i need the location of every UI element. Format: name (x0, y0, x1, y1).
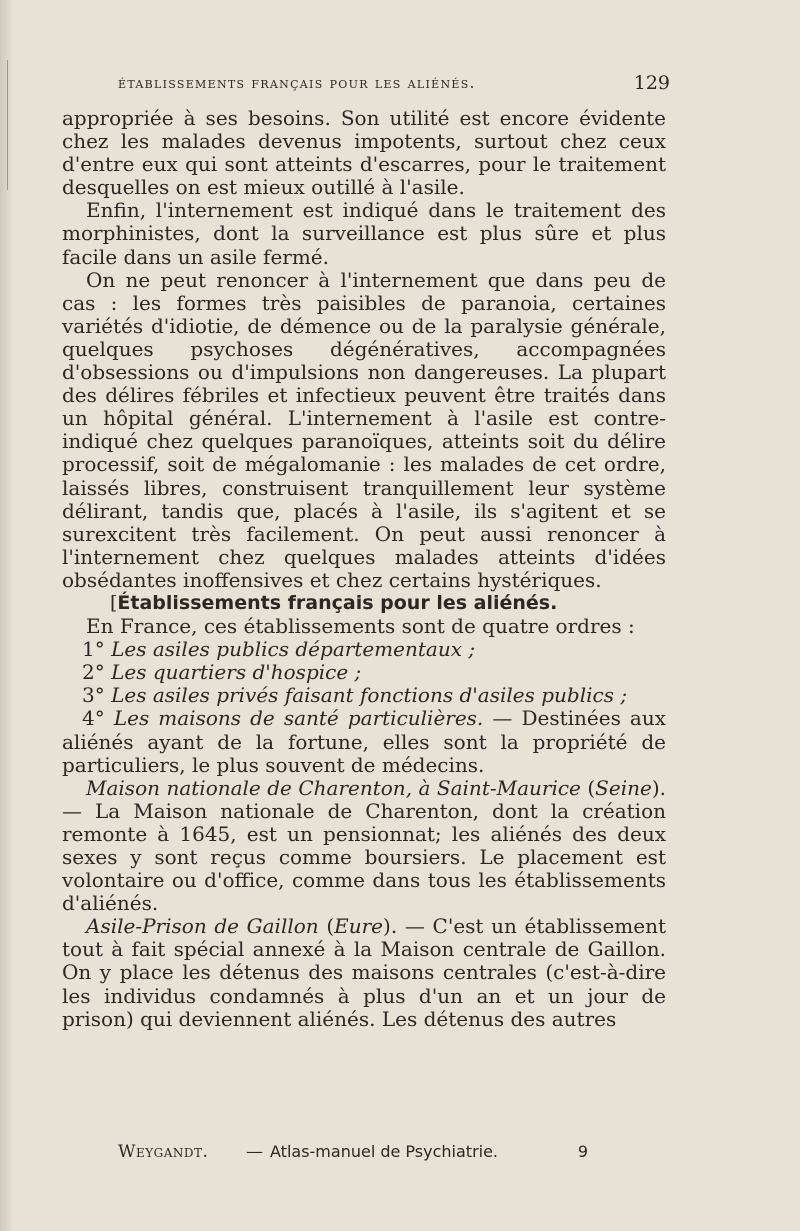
paragraph-charenton: Maison nationale de Charenton, à Saint-Maurice (Seine). — La Maison nationale de Charenton, dont la création remonte à 1645, est un pensionnat; les aliénés des deux sexes y sont reçus comme boursiers. Le placement est volontaire ou d'office, comme dans tous les établissements d'aliénés. (62, 775, 666, 916)
gaillon-text: — C'est un établissement tout à fait spécial annexé à la Maison centrale de Gaillon. On y place les détenus des maisons centrales (c'est-à-dire les individus condamnés à plus d'un an et un jour de prison) qui deviennent aliénés. Les détenus des autres (62, 914, 667, 1031)
charenton-text: — La Maison nationale de Charenton, dont la création remonte à 1645, est un pensionnat; les aliénés des deux sexes y sont reçus comme boursiers. Le placement est volontaire ou d'office, comme dans tous les établissements d'aliénés. (62, 798, 666, 916)
footer-separator: — (246, 1142, 263, 1162)
footer-author: Weygandt. (118, 1142, 209, 1162)
charenton-place: Seine (595, 775, 652, 800)
item-text: Les maisons de santé particulières. (113, 706, 484, 731)
gaillon-title: Asile-Prison de Gaillon (86, 914, 319, 939)
section-heading (62, 592, 666, 615)
item-number: 4° (82, 706, 105, 731)
item-number: 2° (82, 660, 105, 685)
heading-text: Établissements français pour les aliénés. (117, 591, 558, 614)
section-intro: En France, ces établissements sont de quatre ordres : (86, 614, 635, 639)
list-item (62, 638, 666, 661)
item-number: 1° (82, 637, 105, 662)
page-body (62, 107, 666, 1031)
paragraph-gaillon: Asile-Prison de Gaillon (Eure). — C'est un établissement tout à fait spécial annexé à la Maison centrale de Gaillon. On y place les détenus des maisons centrales (c'est-à-dire les individus condamnés à plus d'un an et un jour de prison) qui deviennent aliénés. Les détenus des autres (62, 914, 667, 1031)
item-number: 3° (82, 683, 105, 708)
list-item (62, 684, 666, 707)
paragraph-renoncer: On ne peut renoncer à l'internement que dans peu de cas : les formes très paisibles de paranoia, certaines variétés d'idiotie, de démence ou de la paralysie générale, quelques psychoses dégénératives, accompagnées d'obsessions ou d'impulsions non dangereuses. La plupart des délires fébriles et infectieux peuvent être traités dans un hôpital général. L'internement à l'asile est contre-indiqué chez quelques paranoïques, atteints soit du délire processif, soit de mégalomanie : les malades de cet ordre, laissés libres, construisent tranquillement leur système délirant, tandis que, placés à l'asile, ils s'agitent et se surexcitent très facilement. On peut aussi renoncer à l'internement chez quelques malades atteints d'idées obsédantes inoffensives et chez certains hystériques. (62, 267, 666, 592)
page-footer (118, 1142, 588, 1166)
list-item (62, 661, 666, 684)
item-description: — Destinées aux aliénés ayant de la fortune, elles sont la propriété de particuliers, le plus souvent de médecins. (62, 706, 667, 777)
charenton-title: Maison nationale de Charenton, à Saint-Maurice (86, 775, 581, 800)
running-title: établissements français pour les aliénés. (118, 74, 476, 92)
gaillon-place: Eure (334, 914, 384, 939)
footer-book-title: Atlas-manuel de Psychiatrie. (270, 1142, 499, 1161)
list-item (62, 707, 666, 776)
page-number: 129 (633, 72, 670, 94)
item-text: Les asiles publics départementaux ; (111, 637, 476, 662)
heading-bracket: [ (110, 591, 118, 614)
running-header (118, 72, 670, 98)
paragraph-continuation: appropriée à ses besoins. Son utilité est encore évidente chez les malades devenus impotents, surtout chez ceux d'entre eux qui sont atteints d'escarres, pour le traitement desquelles on est mieux outillé à l'asile. (62, 106, 666, 200)
item-text: Les asiles privés faisant fonctions d'asiles publics ; (111, 683, 628, 708)
paragraph-morphinistes: Enfin, l'internement est indiqué dans le traitement des morphinistes, dont la surveillance est plus sûre et plus facile dans un asile fermé. (62, 198, 666, 269)
item-text: Les quartiers d'hospice ; (111, 660, 362, 685)
page-binding-edge (0, 0, 14, 1231)
footer-signature: 9 (577, 1142, 588, 1161)
